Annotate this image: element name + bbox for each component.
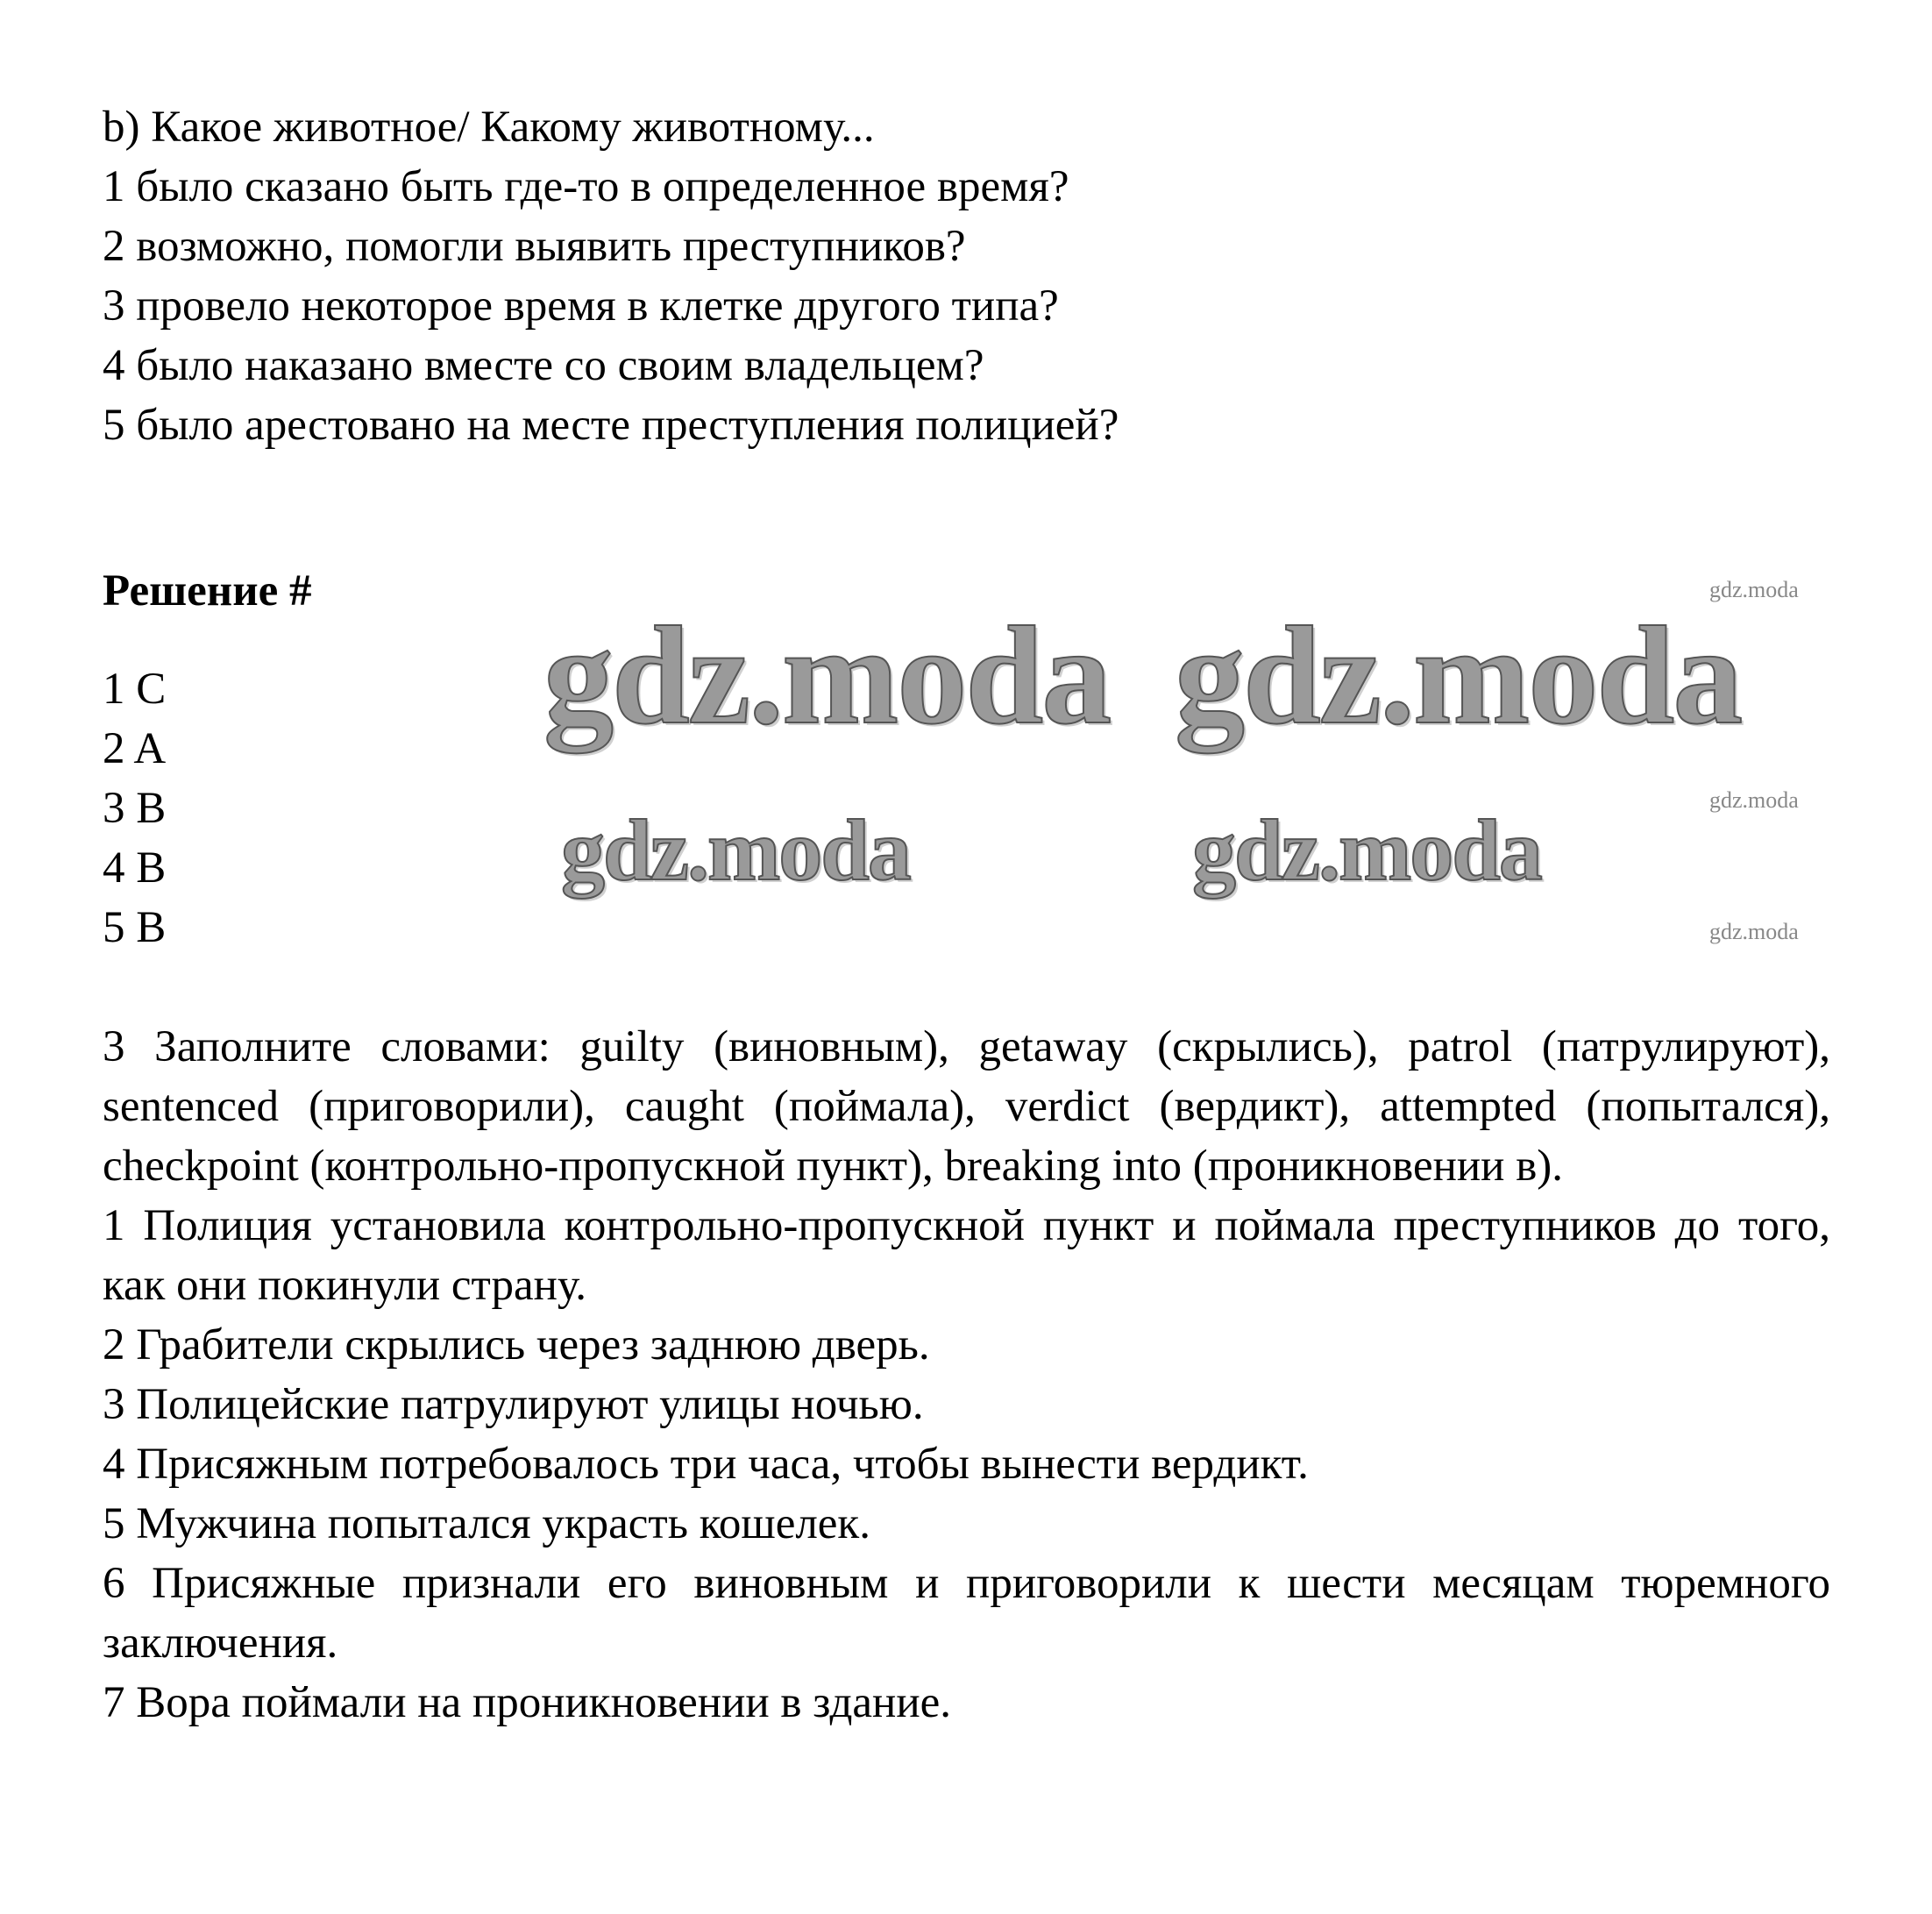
watermark-small: gdz.moda (1709, 577, 1799, 602)
sentence-item: 5 Мужчина попытался украсть кошелек. (103, 1499, 870, 1548)
sentence-item: 3 Полицейские патрулируют улицы ночью. (103, 1380, 924, 1429)
sentence-item: 6 Присяжные признали его виновным и приговорили к шести месяцам тюремного заключения. (103, 1559, 1830, 1668)
answer-item: 5 B (103, 903, 167, 952)
watermark-small: gdz.moda (1709, 787, 1799, 813)
answer-item: 1 C (103, 665, 167, 714)
exercise-instructions: 3 Заполните словами: guilty (виновным), getaway (скрылись), patrol (патрулируют), sentenced (приговорили), caught (поймала), verdict (вердикт), attempted (попытался), checkpoint (контрольно-пропускной пункт), breaking into (проникновении в). (103, 1022, 1830, 1191)
sentence-item: 1 Полиция установила контрольно-пропускной пункт и поймала преступников до того, как они покинули страну. (103, 1201, 1830, 1310)
watermark-logo: gdz.moda (561, 801, 910, 899)
question-item: 1 было сказано быть где-то в определенное время? (103, 162, 1069, 211)
question-intro: b) Какое животное/ Какому животному... (103, 103, 875, 152)
question-block (103, 97, 1830, 455)
watermark-small: gdz.moda (1709, 919, 1799, 944)
answer-item: 2 A (103, 724, 167, 773)
question-item: 3 провело некоторое время в клетке другого типа? (103, 281, 1059, 331)
question-item: 2 возможно, помогли выявить преступников? (103, 222, 966, 271)
watermark-logo: gdz.moda (543, 597, 1111, 753)
sentence-item: 4 Присяжным потребовалось три часа, чтобы вынести вердикт. (103, 1440, 1309, 1489)
answer-item: 3 B (103, 784, 167, 833)
sentence-item: 7 Вора поймали на проникновении в здание. (103, 1678, 952, 1727)
document-body (103, 97, 1830, 1733)
watermark-logo: gdz.moda (1192, 801, 1541, 899)
sentence-item: 2 Грабители скрылись через заднюю дверь. (103, 1320, 930, 1370)
question-item: 4 было наказано вместе со своим владельцем? (103, 341, 984, 390)
watermark-logo: gdz.moda (1175, 597, 1742, 753)
question-item: 5 было арестовано на месте преступления полицией? (103, 401, 1119, 450)
solution-heading: Решение # (103, 566, 312, 615)
exercise-3 (103, 1017, 1830, 1733)
answer-item: 4 B (103, 843, 167, 893)
